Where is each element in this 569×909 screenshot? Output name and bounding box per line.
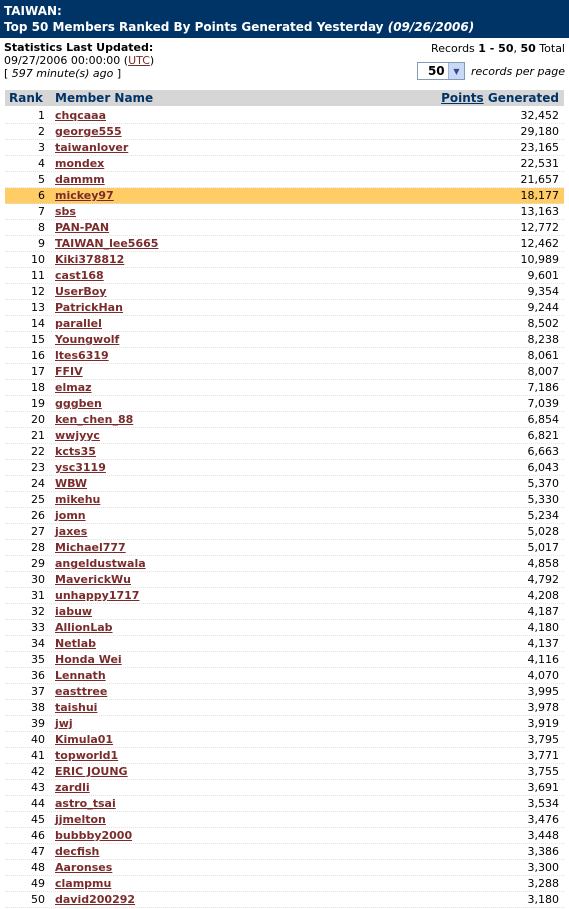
row-points: 3,919 [527,717,559,730]
member-name-link[interactable]: angeldustwala [55,557,146,570]
row-member-cell [45,173,424,186]
per-page-control [417,61,565,81]
row-points: 7,039 [527,397,559,410]
member-name-link[interactable]: iabuw [55,605,93,618]
row-member-cell [45,205,424,218]
member-name-link[interactable]: clampmu [55,877,112,890]
row-points: 9,601 [527,269,559,282]
row-rank: 43 [31,781,45,794]
row-member-cell [45,301,424,314]
row-member-cell [45,685,424,698]
row-member-cell [45,509,424,522]
page-header [0,0,569,38]
member-name-link[interactable]: Honda Wei [55,653,122,666]
row-member-cell [45,429,424,442]
member-name-link[interactable]: mikehu [55,493,101,506]
row-points: 5,370 [527,477,559,490]
table-row [5,300,564,316]
row-rank: 40 [31,733,45,746]
chevron-down-icon[interactable]: ▼ [448,63,464,79]
member-name-link[interactable]: unhappy1717 [55,589,140,602]
row-points: 6,043 [527,461,559,474]
row-rank: 29 [31,557,45,570]
row-points: 5,017 [527,541,559,554]
row-points: 9,354 [527,285,559,298]
row-member-cell [45,829,424,842]
row-points: 6,663 [527,445,559,458]
table-row [5,140,564,156]
row-member-cell [45,109,424,122]
row-rank: 21 [31,429,45,442]
table-row [5,844,564,860]
member-name-link[interactable]: ysc3119 [55,461,106,474]
row-member-cell [45,669,424,682]
row-points: 13,163 [520,205,559,218]
member-name-link[interactable]: TAIWAN_lee5665 [55,237,159,250]
table-row [5,236,564,252]
row-rank: 19 [31,397,45,410]
row-points: 7,186 [527,381,559,394]
row-rank: 42 [31,765,45,778]
row-rank: 47 [31,845,45,858]
row-points: 5,028 [527,525,559,538]
table-row [5,604,564,620]
row-member-cell [45,221,424,234]
table-row [5,508,564,524]
row-rank: 27 [31,525,45,538]
row-member-cell [45,461,424,474]
table-row [5,588,564,604]
row-rank: 31 [31,589,45,602]
row-member-cell [45,125,424,138]
per-page-label: records per page [470,64,565,78]
row-points: 12,772 [520,221,559,234]
table-row [5,124,564,140]
row-member-cell [45,525,424,538]
col-header-points [424,91,564,105]
table-row [5,732,564,748]
table-row [5,364,564,380]
member-name-link[interactable]: WBW [55,477,88,490]
member-name-link[interactable]: jomn [55,509,86,522]
table-row [5,460,564,476]
member-name-link[interactable]: elmaz [55,381,92,394]
member-name-link[interactable]: zardli [55,781,90,794]
table-row [5,812,564,828]
region-title: TAIWAN: [4,4,62,18]
row-points: 4,116 [527,653,559,666]
per-page-value: 50 [427,64,445,78]
points-sort-link[interactable]: Points [441,91,484,105]
member-name-link[interactable]: MaverickWu [55,573,131,586]
row-rank: 32 [31,605,45,618]
row-member-cell [45,845,424,858]
row-member-cell [45,445,424,458]
row-rank: 48 [31,861,45,874]
table-row [5,492,564,508]
row-points: 32,452 [520,109,559,122]
member-name-link[interactable]: mondex [55,157,105,170]
table-row [5,348,564,364]
row-member-cell [45,813,424,826]
table-row [5,188,564,204]
member-name-link[interactable]: jjmelton [55,813,106,826]
member-name-link[interactable]: Lennath [55,669,106,682]
table-row [5,444,564,460]
col-header-member-name: Member Name [55,91,154,105]
table-header [5,90,564,106]
table-row [5,620,564,636]
row-rank: 50 [31,893,45,906]
table-row [5,204,564,220]
member-name-link[interactable]: taiwanlover [55,141,129,154]
col-header-rank: Rank [9,91,43,105]
row-points: 4,208 [527,589,559,602]
row-member-cell [45,621,424,634]
row-points: 8,007 [527,365,559,378]
row-points: 3,300 [527,861,559,874]
utc-link[interactable]: UTC [128,54,150,67]
ranking-table-body [5,108,564,908]
stats-timestamp: 09/27/2006 00:00:00 [4,54,121,67]
table-row [5,220,564,236]
row-rank: 9 [38,237,45,250]
row-member-cell [45,189,424,202]
row-rank: 17 [31,365,45,378]
row-member-cell [45,493,424,506]
row-points: 6,821 [527,429,559,442]
row-rank: 39 [31,717,45,730]
row-member-cell [45,765,424,778]
table-row [5,684,564,700]
row-member-cell [45,237,424,250]
row-member-cell [45,557,424,570]
row-points: 3,180 [527,893,559,906]
row-member-cell [45,877,424,890]
row-member-cell [45,861,424,874]
table-row [5,428,564,444]
row-member-cell [45,397,424,410]
stats-panel [4,41,254,80]
table-row [5,652,564,668]
col-header-points-rest: Generated [487,91,559,105]
member-name-link[interactable]: easttree [55,685,108,698]
row-points: 6,854 [527,413,559,426]
row-points: 3,476 [527,813,559,826]
row-member-cell [45,781,424,794]
row-points: 10,989 [520,253,559,266]
row-member-cell [45,589,424,602]
row-points: 22,531 [520,157,559,170]
row-rank: 30 [31,573,45,586]
table-row [5,572,564,588]
member-name-link[interactable]: Michael777 [55,541,126,554]
row-rank: 49 [31,877,45,890]
row-member-cell [45,269,424,282]
row-rank: 36 [31,669,45,682]
row-rank: 7 [38,205,45,218]
row-rank: 20 [31,413,45,426]
stats-age-line: [ 597 minute(s) ago ] [4,67,122,80]
row-points: 8,238 [527,333,559,346]
member-name-link[interactable]: gggben [55,397,102,410]
member-name-link[interactable]: taishui [55,701,98,714]
row-member-cell [45,349,424,362]
member-name-link[interactable]: ltes6319 [55,349,109,362]
table-row [5,556,564,572]
row-rank: 45 [31,813,45,826]
row-member-cell [45,157,424,170]
stats-label: Statistics Last Updated: [4,41,154,54]
row-member-cell [45,253,424,266]
member-name-link[interactable]: parallel [55,317,102,330]
table-row [5,716,564,732]
row-rank: 1 [38,109,45,122]
row-rank: 37 [31,685,45,698]
table-row [5,252,564,268]
member-name-link[interactable]: dammm [55,173,105,186]
row-rank: 4 [38,157,45,170]
table-row [5,700,564,716]
table-row [5,748,564,764]
row-member-cell [45,733,424,746]
row-points: 3,795 [527,733,559,746]
table-row [5,796,564,812]
member-name-link[interactable]: jwj [55,717,73,730]
row-member-cell [45,797,424,810]
row-rank: 15 [31,333,45,346]
table-row [5,668,564,684]
member-name-link[interactable]: Kiki378812 [55,253,125,266]
row-member-cell [45,701,424,714]
row-points: 4,792 [527,573,559,586]
table-row [5,636,564,652]
member-name-link[interactable]: chqcaaa [55,109,107,122]
row-member-cell [45,365,424,378]
row-rank: 8 [38,221,45,234]
records-range: 1 - 50 [478,42,514,55]
row-rank: 46 [31,829,45,842]
row-points: 23,165 [520,141,559,154]
row-points: 3,771 [527,749,559,762]
table-row [5,764,564,780]
row-member-cell [45,573,424,586]
row-member-cell [45,637,424,650]
member-name-link[interactable]: ERIC JOUNG [55,765,128,778]
row-rank: 22 [31,445,45,458]
member-name-link[interactable]: jaxes [55,525,88,538]
row-rank: 33 [31,621,45,634]
page-title-text: Top 50 Members Ranked By Points Generated Yesterday [4,20,384,34]
member-name-link[interactable]: topworld1 [55,749,119,762]
table-row [5,156,564,172]
row-member-cell [45,605,424,618]
member-name-link[interactable]: Youngwolf [55,333,120,346]
member-name-link[interactable]: FFIV [55,365,83,378]
row-member-cell [45,717,424,730]
row-points: 3,995 [527,685,559,698]
row-points: 4,187 [527,605,559,618]
table-row [5,476,564,492]
member-name-link[interactable]: ken_chen_88 [55,413,134,426]
table-row [5,108,564,124]
row-rank: 2 [38,125,45,138]
row-points: 4,137 [527,637,559,650]
row-rank: 3 [38,141,45,154]
row-points: 12,462 [520,237,559,250]
row-member-cell [45,141,424,154]
table-row [5,780,564,796]
records-suffix: Total [539,42,565,55]
table-row [5,316,564,332]
row-points: 3,755 [527,765,559,778]
row-rank: 34 [31,637,45,650]
table-row [5,892,564,908]
member-name-link[interactable]: AllionLab [55,621,113,634]
row-rank: 41 [31,749,45,762]
row-rank: 44 [31,797,45,810]
table-row [5,860,564,876]
records-prefix: Records [431,42,475,55]
member-name-link[interactable]: cast168 [55,269,104,282]
row-member-cell [45,893,424,906]
per-page-select[interactable] [417,62,465,80]
row-member-cell [45,381,424,394]
row-rank: 13 [31,301,45,314]
row-rank: 38 [31,701,45,714]
row-points: 8,502 [527,317,559,330]
row-points: 18,177 [520,189,559,202]
member-name-link[interactable]: david200292 [55,893,136,906]
row-points: 5,234 [527,509,559,522]
row-rank: 5 [38,173,45,186]
table-row [5,380,564,396]
table-row [5,172,564,188]
row-points: 4,858 [527,557,559,570]
records-summary: Records 1 - 50, 50 Total [431,42,565,55]
member-name-link[interactable]: UserBoy [55,285,107,298]
records-total: 50 [520,42,536,55]
row-member-cell [45,413,424,426]
row-points: 3,978 [527,701,559,714]
stats-minutes-ago: 597 minute(s) ago [11,67,114,80]
row-points: 4,070 [527,669,559,682]
member-name-link[interactable]: wwjyyc [55,429,100,442]
row-rank: 26 [31,509,45,522]
row-points: 3,691 [527,781,559,794]
stats-timestamp-line: 09/27/2006 00:00:00 (UTC) [4,54,155,67]
page-title-date: (09/26/2006) [387,20,475,34]
member-name-link[interactable]: Aaronses [55,861,113,874]
row-rank: 12 [31,285,45,298]
row-member-cell [45,749,424,762]
table-row [5,876,564,892]
member-name-link[interactable]: PAN-PAN [55,221,110,234]
row-points: 5,330 [527,493,559,506]
row-points: 8,061 [527,349,559,362]
member-name-link[interactable]: Kimula01 [55,733,114,746]
row-points: 3,386 [527,845,559,858]
table-row [5,332,564,348]
row-member-cell [45,541,424,554]
row-rank: 11 [31,269,45,282]
row-points: 4,180 [527,621,559,634]
member-name-link[interactable]: decfish [55,845,100,858]
row-rank: 14 [31,317,45,330]
row-member-cell [45,317,424,330]
member-name-link[interactable]: PatrickHan [55,301,123,314]
row-member-cell [45,653,424,666]
table-row [5,268,564,284]
row-member-cell [45,285,424,298]
row-rank: 25 [31,493,45,506]
row-rank: 18 [31,381,45,394]
row-rank: 6 [38,189,45,202]
row-rank: 23 [31,461,45,474]
row-points: 21,657 [520,173,559,186]
member-name-link[interactable]: sbs [55,205,76,218]
table-row [5,524,564,540]
page-title [4,19,565,35]
row-rank: 10 [31,253,45,266]
row-rank: 16 [31,349,45,362]
member-name-link[interactable]: astro_tsai [55,797,116,810]
row-points: 9,244 [527,301,559,314]
table-row [5,412,564,428]
row-points: 3,534 [527,797,559,810]
table-row [5,396,564,412]
row-rank: 35 [31,653,45,666]
member-name-link[interactable]: bubbby2000 [55,829,133,842]
member-name-link[interactable]: kcts35 [55,445,96,458]
table-row [5,284,564,300]
table-row [5,828,564,844]
member-name-link[interactable]: mickey97 [55,189,114,202]
row-points: 29,180 [520,125,559,138]
member-name-link[interactable]: Netlab [55,637,96,650]
table-row [5,540,564,556]
row-points: 3,448 [527,829,559,842]
row-rank: 24 [31,477,45,490]
member-name-link[interactable]: george555 [55,125,122,138]
row-member-cell [45,333,424,346]
row-rank: 28 [31,541,45,554]
row-points: 3,288 [527,877,559,890]
row-member-cell [45,477,424,490]
